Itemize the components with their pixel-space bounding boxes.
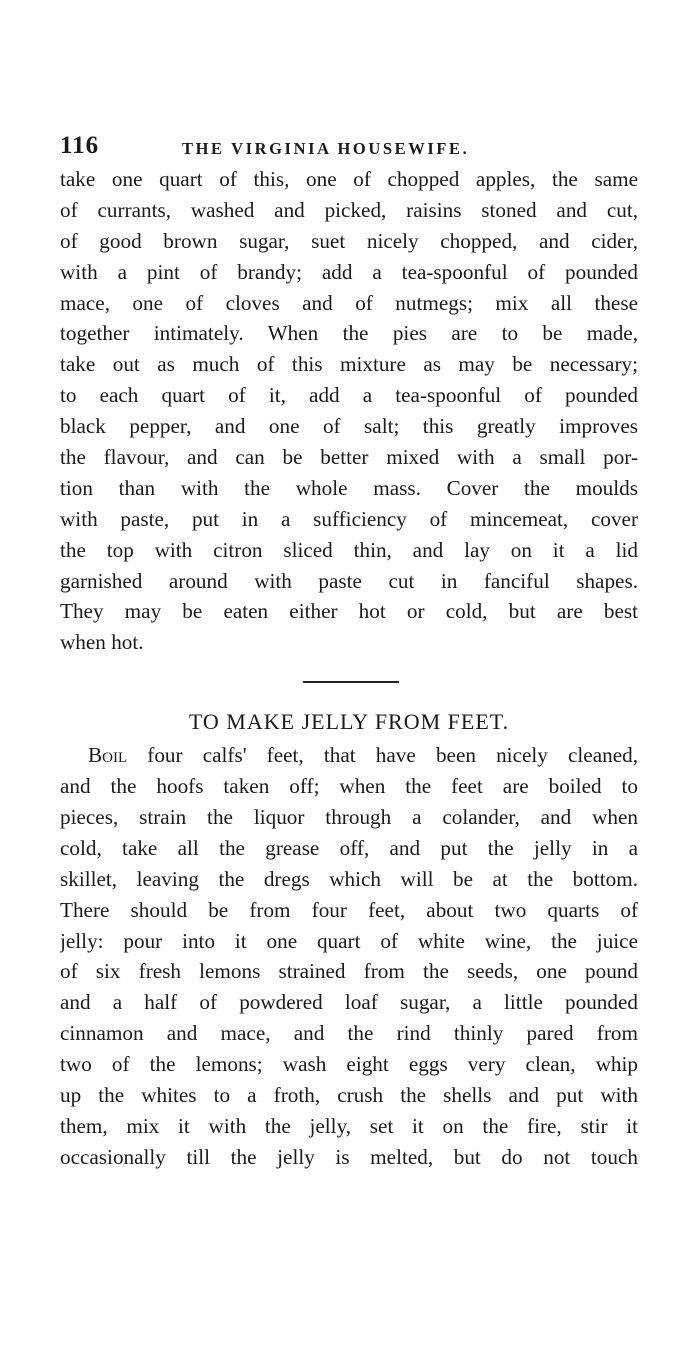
text-line: black pepper, and one of salt; this greatly improves <box>60 414 638 439</box>
running-head: THE VIRGINIA HOUSEWIFE. <box>182 139 470 158</box>
text-line: of good brown sugar, suet nicely chopped, and cider, <box>60 228 638 253</box>
text-line: the top with citron sliced thin, and lay on it a lid <box>60 537 638 562</box>
text-line: pieces, strain the liquor through a colander, and when <box>60 805 638 830</box>
text-line: mace, one of cloves and of nutmegs; mix all these <box>60 290 638 315</box>
page-number: 116 <box>60 132 100 159</box>
text-line: garnished around with paste cut in fanciful shapes. <box>60 568 638 593</box>
text-line: cold, take all the grease off, and put the jelly in a <box>60 835 638 860</box>
text-line: to each quart of it, add a tea-spoonful of pounded <box>60 383 638 408</box>
text-line: up the whites to a froth, crush the shells and put with <box>60 1083 638 1108</box>
text-line: two of the lemons; wash eight eggs very clean, whip <box>60 1052 638 1077</box>
text-line: them, mix it with the jelly, set it on the fire, stir it <box>60 1113 638 1138</box>
text-line: of currants, washed and picked, raisins stoned and cut, <box>60 197 638 222</box>
text-line: take out as much of this mixture as may be necessary; <box>60 352 638 377</box>
text-line: of six fresh lemons strained from the seeds, one pound <box>60 959 638 984</box>
page-header <box>60 128 638 164</box>
section-divider <box>303 681 399 683</box>
text-line: together intimately. When the pies are to be made, <box>60 321 638 346</box>
text-line: tion than with the whole mass. Cover the moulds <box>60 475 638 500</box>
text-line: take one quart of this, one of chopped apples, the same <box>60 167 638 191</box>
text-line: There should be from four feet, about two quarts of <box>60 897 638 922</box>
text-line: cinnamon and mace, and the rind thinly pared from <box>60 1021 638 1046</box>
text-line: when hot. <box>60 630 144 655</box>
text-line: with a pint of brandy; add a tea-spoonful of pounded <box>60 259 638 284</box>
first-word: Boil <box>88 743 128 768</box>
text-line-first <box>60 740 638 771</box>
text-line: and the hoofs taken off; when the feet are boiled to <box>60 774 638 799</box>
recipe-jelly-from-feet <box>60 740 638 1172</box>
text-line: occasionally till the jelly is melted, but do not touch <box>60 1144 638 1169</box>
recipe-continuation <box>60 164 638 658</box>
section-title: TO MAKE JELLY FROM FEET. <box>188 709 510 735</box>
text-line: jelly: pour into it one quart of white wine, the juice <box>60 928 638 953</box>
book-page <box>60 128 638 1173</box>
text-line: and a half of powdered loaf sugar, a little pounded <box>60 990 638 1015</box>
text-line: the flavour, and can be better mixed with a small por- <box>60 445 638 470</box>
text-line: skillet, leaving the dregs which will be at the bottom. <box>60 866 638 891</box>
first-line-rest: four calfs' feet, that have been nicely cleaned, <box>127 743 638 768</box>
text-line: with paste, put in a sufficiency of mincemeat, cover <box>60 506 638 531</box>
text-line: They may be eaten either hot or cold, but are best <box>60 599 638 624</box>
